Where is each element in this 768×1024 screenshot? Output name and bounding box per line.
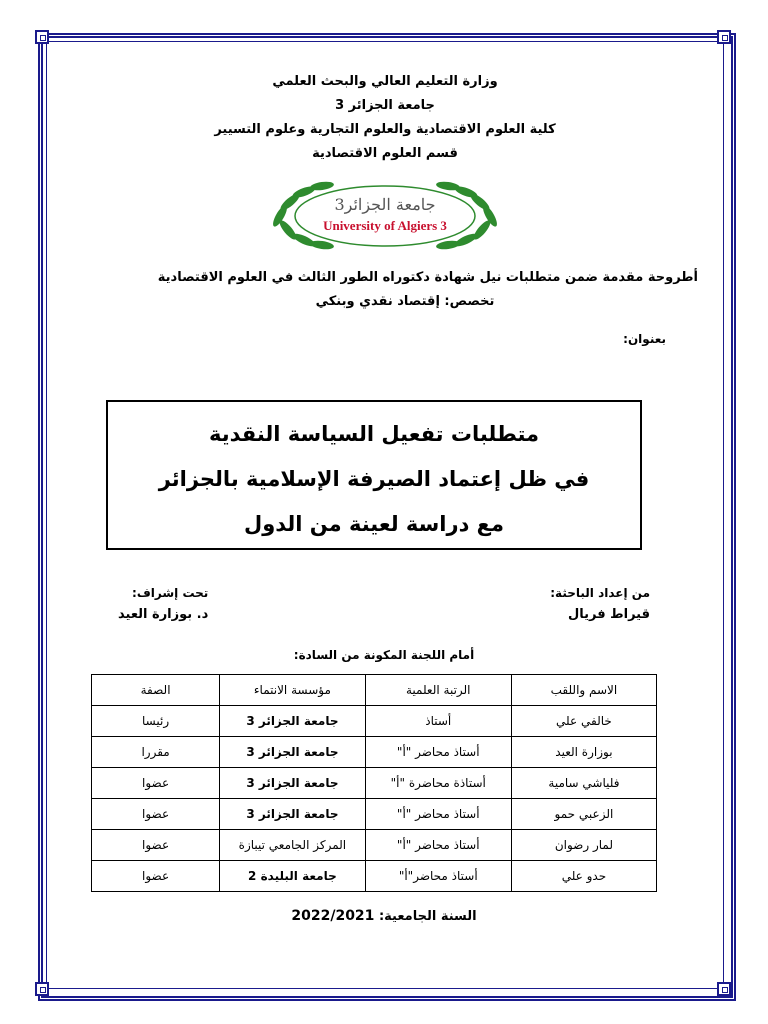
header-rank: الرتبة العلمية bbox=[365, 675, 511, 706]
thesis-title-line: متطلبات تفعيل السياسة النقدية bbox=[208, 422, 540, 446]
member-institution: جامعة الجزائر 3 bbox=[220, 737, 365, 768]
supervisor-label: تحت إشراف: bbox=[132, 586, 209, 600]
author-name: قيراط فريال bbox=[567, 607, 650, 622]
member-name: لمار رضوان bbox=[511, 830, 656, 861]
corner-ornament bbox=[717, 982, 731, 996]
thesis-title-line: مع دراسة لعينة من الدول bbox=[243, 512, 505, 536]
member-role: عضوا bbox=[92, 861, 220, 892]
department-name: قسم العلوم الاقتصادية bbox=[312, 146, 458, 161]
thesis-specialty: تخصص: إقتصاد نقدي وبنكي bbox=[315, 294, 495, 309]
academic-year-label: السنة الجامعية: bbox=[378, 909, 477, 924]
faculty-name: كلية العلوم الاقتصادية والعلوم التجارية وعلوم التسيير bbox=[214, 122, 556, 137]
cover-page bbox=[60, 70, 710, 346]
ministry-name: وزارة التعليم العالي والبحث العلمي bbox=[272, 74, 498, 89]
member-name: بوزارة العيد bbox=[511, 737, 656, 768]
corner-ornament bbox=[35, 982, 49, 996]
table-row bbox=[92, 799, 657, 830]
member-rank: أستاذة محاضرة "أ" bbox=[365, 768, 511, 799]
table-row bbox=[92, 861, 657, 892]
member-role: مقررا bbox=[92, 737, 220, 768]
member-role: عضوا bbox=[92, 830, 220, 861]
university-name: جامعة الجزائر 3 bbox=[335, 98, 435, 113]
supervisor-name: د. بوزارة العيد bbox=[118, 607, 209, 622]
table-row bbox=[92, 737, 657, 768]
table-row bbox=[92, 768, 657, 799]
member-institution: جامعة الجزائر 3 bbox=[220, 768, 365, 799]
member-name: خالفي علي bbox=[511, 706, 656, 737]
committee-table bbox=[91, 674, 657, 892]
member-rank: أستاذ محاضر"أ" bbox=[365, 861, 511, 892]
member-rank: أستاذ bbox=[365, 706, 511, 737]
prepared-by bbox=[550, 582, 650, 626]
member-institution: المركز الجامعي تيبازة bbox=[220, 830, 365, 861]
committee-label: أمام اللجنة المكونة من السادة: bbox=[293, 648, 475, 662]
table-row bbox=[92, 830, 657, 861]
title-label: بعنوان: bbox=[623, 332, 666, 346]
member-role: رئيسا bbox=[92, 706, 220, 737]
thesis-title-box bbox=[106, 400, 642, 550]
member-role: عضوا bbox=[92, 799, 220, 830]
logo-english-text: University of Algiers 3 bbox=[323, 218, 447, 233]
member-institution: جامعة الجزائر 3 bbox=[220, 799, 365, 830]
member-institution: جامعة البليدة 2 bbox=[220, 861, 365, 892]
institution-header bbox=[60, 70, 710, 166]
supervised-by bbox=[118, 582, 208, 626]
logo-arabic-text: جامعة الجزائر3 bbox=[334, 195, 436, 214]
header-name: الاسم واللقب bbox=[511, 675, 656, 706]
thesis-purpose: أطروحة مقدمة ضمن متطلبات نيل شهادة دكتوراه الطور الثالث في العلوم الاقتصادية bbox=[157, 270, 698, 285]
academic-year-value: 2022/2021 bbox=[291, 908, 375, 924]
member-rank: أستاذ محاضر "أ" bbox=[365, 737, 511, 768]
header-institution: مؤسسة الانتماء bbox=[220, 675, 365, 706]
table-header-row bbox=[92, 675, 657, 706]
member-role: عضوا bbox=[92, 768, 220, 799]
member-rank: أستاذ محاضر "أ" bbox=[365, 830, 511, 861]
prepared-by-label: من إعداد الباحثة: bbox=[550, 586, 650, 600]
table-row bbox=[92, 706, 657, 737]
corner-ornament bbox=[717, 30, 731, 44]
member-rank: أستاذ محاضر "أ" bbox=[365, 799, 511, 830]
member-institution: جامعة الجزائر 3 bbox=[220, 706, 365, 737]
thesis-title-line: في ظل إعتماد الصيرفة الإسلامية بالجزائر bbox=[158, 467, 590, 491]
university-logo bbox=[60, 174, 710, 254]
header-role: الصفة bbox=[92, 675, 220, 706]
academic-year bbox=[0, 908, 768, 924]
laurel-logo-icon bbox=[260, 174, 510, 254]
corner-ornament bbox=[35, 30, 49, 44]
member-name: الزعبي حمو bbox=[511, 799, 656, 830]
member-name: حدو علي bbox=[511, 861, 656, 892]
member-name: فلياشي سامية bbox=[511, 768, 656, 799]
